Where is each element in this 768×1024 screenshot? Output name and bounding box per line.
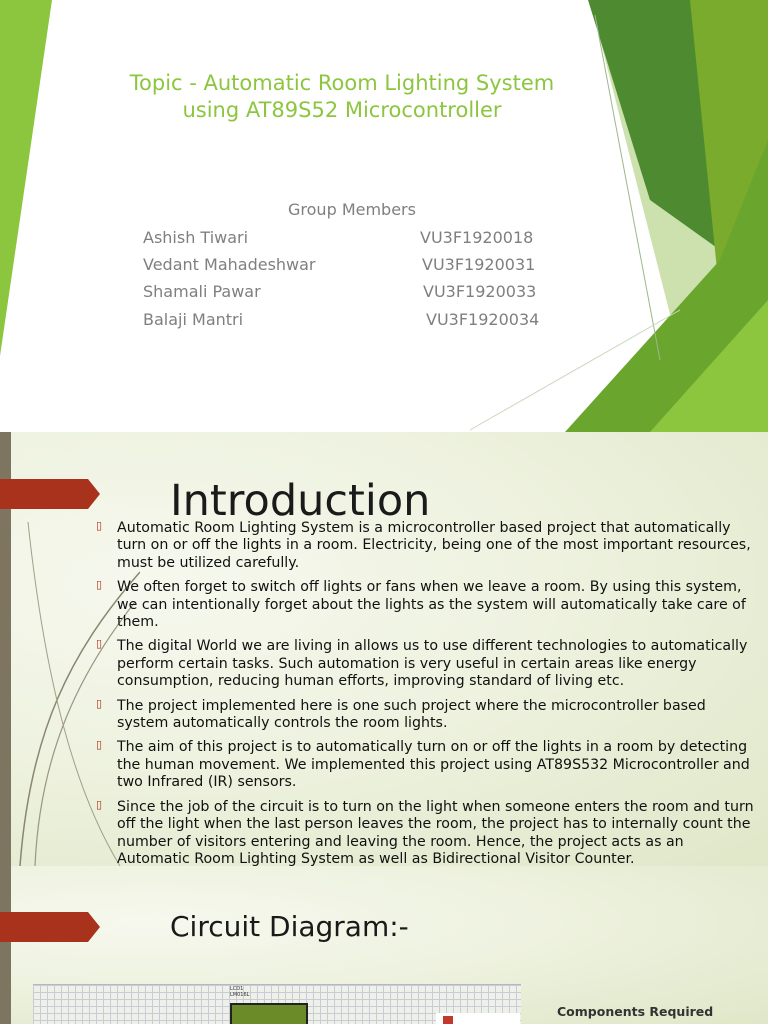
member-id: VU3F1920031 (422, 255, 536, 274)
lcd-label-line-2: LM016L (230, 992, 250, 998)
bullet-list (96, 520, 756, 866)
bullet-item (96, 799, 756, 866)
member-row (0, 255, 600, 277)
square-bullet-icon: ▯ (96, 696, 103, 710)
square-bullet-icon: ▯ (96, 578, 103, 592)
member-row (0, 310, 600, 332)
red-accent-tab (0, 912, 100, 942)
group-members-heading: Group Members (288, 200, 416, 219)
schematic-chip-icon (443, 1016, 453, 1024)
bullet-item (96, 739, 756, 791)
title-slide (0, 0, 768, 432)
slide-title: Circuit Diagram:- (170, 910, 409, 943)
member-name: Shamali Pawar (143, 282, 261, 301)
title-line-2: using AT89S52 Microcontroller (182, 98, 502, 122)
left-accent-bar (0, 866, 11, 1024)
lcd-label (230, 986, 249, 998)
member-row (0, 282, 600, 304)
bullet-text: We often forget to switch off lights or fans when we leave a room. By using this system, we can intentionally forget about the lights as the system will automatically take care of them. (117, 579, 746, 631)
square-bullet-icon: ▯ (96, 738, 103, 752)
slide-title: Introduction (170, 476, 431, 526)
member-row (0, 228, 600, 250)
square-bullet-icon: ▯ (96, 797, 103, 811)
bullet-item (96, 579, 756, 631)
lcd-display-component (230, 1003, 308, 1024)
components-required-heading: Components Required (557, 1004, 714, 1019)
square-bullet-icon: ▯ (96, 519, 103, 532)
square-bullet-icon: ▯ (96, 637, 103, 651)
bullet-item (96, 698, 756, 733)
bullet-item (96, 638, 756, 690)
member-name: Balaji Mantri (143, 310, 244, 329)
slide1-title (92, 70, 592, 124)
bullet-text: Automatic Room Lighting System is a microcontroller based project that automatically turn on or off the lights in a room. Electricity, being one of the most important resources, must be utilized carefully. (117, 520, 751, 571)
member-id: VU3F1920033 (423, 282, 537, 301)
member-name: Ashish Tiwari (143, 228, 249, 247)
bullet-text: The project implemented here is one such project where the microcontroller based system automatically controls the room lights. (117, 697, 706, 732)
introduction-slide (0, 432, 768, 866)
lcd-label-line-1: LCD1 (230, 986, 244, 992)
bullet-text: The aim of this project is to automatically turn on or off the lights in a room by detecting the human movement. We implemented this project using AT89S532 Microcontroller and two Infrared (IR) sensors. (117, 739, 750, 791)
member-name: Vedant Mahadeshwar (143, 255, 316, 274)
bullet-item (96, 520, 756, 572)
bullet-text: The digital World we are living in allows us to use different technologies to automatically perform certain tasks. Such automation is very useful in certain areas like energy consumption, reducing human efforts, improving standard of living etc. (117, 638, 748, 690)
member-id: VU3F1920018 (420, 228, 534, 247)
member-id: VU3F1920034 (426, 310, 540, 329)
title-line-1: Topic - Automatic Room Lighting System (129, 71, 555, 95)
bullet-text: Since the job of the circuit is to turn on the light when someone enters the room and turn off the light when the last person leaves the room, the project has to internally count the number of visitors entering and leaving the room. Hence, the project acts as an Automatic Room Lighting System as well as Bidirectional Visitor Counter. (117, 798, 754, 866)
red-accent-tab (0, 479, 100, 509)
circuit-diagram-slide (0, 866, 768, 1024)
